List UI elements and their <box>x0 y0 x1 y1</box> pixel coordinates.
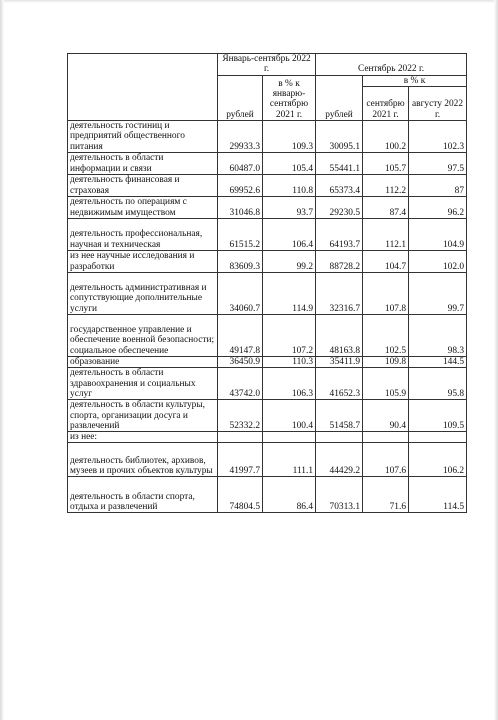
row-label: деятельность в области спорта, отдыха и развлечений <box>68 477 218 513</box>
cell-rubles-sep: 55441.1 <box>316 152 363 174</box>
cell-pct-aug: 104.9 <box>409 218 467 250</box>
cell-pct-sep: 100.2 <box>363 120 409 152</box>
cell-pct-aug: 102.0 <box>409 250 467 272</box>
cell-pct-sep: 107.6 <box>363 443 409 477</box>
cell-rubles-jan-sep: 69952.6 <box>218 174 263 196</box>
cell-pct-sep: 109.8 <box>363 356 409 367</box>
cell-pct-aug: 96.2 <box>409 196 467 218</box>
cell-pct-jan-sep <box>263 432 316 443</box>
cell-pct-aug: 114.5 <box>409 477 467 513</box>
cell-rubles-sep: 44429.2 <box>316 443 363 477</box>
cell-pct-aug: 97.5 <box>409 152 467 174</box>
header-pct-sep: сентябрю 2021 г. <box>363 86 409 120</box>
cell-rubles-jan-sep: 34060.7 <box>218 272 263 314</box>
cell-pct-jan-sep: 111.1 <box>263 443 316 477</box>
table-row <box>68 218 467 250</box>
table-row <box>68 152 467 174</box>
cell-pct-sep: 112.2 <box>363 174 409 196</box>
cell-pct-aug <box>409 432 467 443</box>
row-label: из нее: <box>68 432 218 443</box>
cell-pct-aug: 109.5 <box>409 400 467 432</box>
cell-pct-jan-sep: 106.3 <box>263 368 316 400</box>
cell-pct-sep: 105.7 <box>363 152 409 174</box>
page-shadow-left <box>0 0 4 720</box>
header-empty-cell <box>68 54 218 121</box>
cell-pct-jan-sep: 110.3 <box>263 356 316 367</box>
cell-pct-jan-sep: 86.4 <box>263 477 316 513</box>
cell-pct-aug: 87 <box>409 174 467 196</box>
cell-rubles-jan-sep: 43742.0 <box>218 368 263 400</box>
table-row <box>68 356 467 367</box>
cell-pct-sep: 102.5 <box>363 314 409 356</box>
cell-pct-jan-sep: 93.7 <box>263 196 316 218</box>
cell-pct-sep: 112.1 <box>363 218 409 250</box>
cell-rubles-sep: 64193.7 <box>316 218 363 250</box>
page-edge <box>0 0 498 3</box>
table-row <box>68 477 467 513</box>
cell-rubles-jan-sep: 52332.2 <box>218 400 263 432</box>
table-row <box>68 368 467 400</box>
row-label: образование <box>68 356 218 367</box>
cell-pct-aug: 144.5 <box>409 356 467 367</box>
table-row <box>68 432 467 443</box>
cell-pct-jan-sep: 107.2 <box>263 314 316 356</box>
cell-pct-jan-sep: 99.2 <box>263 250 316 272</box>
cell-pct-sep: 107.8 <box>363 272 409 314</box>
page-shadow-right <box>494 0 498 720</box>
row-label: деятельность в области культуры, спорта, организации досуга и развлечений <box>68 400 218 432</box>
row-label: из нее научные исследования и разработки <box>68 250 218 272</box>
cell-pct-sep: 104.7 <box>363 250 409 272</box>
header-pct-aug: августу 2022 г. <box>409 86 467 120</box>
table-row <box>68 250 467 272</box>
cell-rubles-jan-sep: 29933.3 <box>218 120 263 152</box>
cell-rubles-sep: 65373.4 <box>316 174 363 196</box>
cell-rubles-jan-sep <box>218 432 263 443</box>
row-label: деятельность в области здравоохранения и социальных услуг <box>68 368 218 400</box>
cell-rubles-jan-sep: 49147.8 <box>218 314 263 356</box>
cell-rubles-sep: 88728.2 <box>316 250 363 272</box>
cell-pct-aug: 98.3 <box>409 314 467 356</box>
cell-pct-sep: 71.6 <box>363 477 409 513</box>
header-rubles: рублей <box>218 75 263 120</box>
cell-pct-sep <box>363 432 409 443</box>
header-pct-jan-sep: в % к январю-сентябрю 2021 г. <box>263 75 316 120</box>
row-label: деятельность профессиональная, научная и техническая <box>68 218 218 250</box>
row-label: деятельность гостиниц и предприятий общественного питания <box>68 120 218 152</box>
row-label: деятельность административная и сопутствующие дополнительные услуги <box>68 272 218 314</box>
cell-rubles-sep: 35411.9 <box>316 356 363 367</box>
cell-rubles-sep <box>316 432 363 443</box>
cell-rubles-sep: 48163.8 <box>316 314 363 356</box>
cell-rubles-sep: 70313.1 <box>316 477 363 513</box>
cell-pct-jan-sep: 110.8 <box>263 174 316 196</box>
cell-pct-sep: 87.4 <box>363 196 409 218</box>
table-row <box>68 314 467 356</box>
cell-rubles-sep: 32316.7 <box>316 272 363 314</box>
row-label: деятельность финансовая и страховая <box>68 174 218 196</box>
row-label: государственное управление и обеспечение военной безопасности; социальное обеспечение <box>68 314 218 356</box>
row-label: деятельность библиотек, архивов, музеев и прочих объектов культуры <box>68 443 218 477</box>
cell-rubles-sep: 30095.1 <box>316 120 363 152</box>
cell-rubles-jan-sep: 74804.5 <box>218 477 263 513</box>
cell-pct-jan-sep: 100.4 <box>263 400 316 432</box>
header-rubles-sep: рублей <box>316 75 363 120</box>
cell-pct-aug: 102.3 <box>409 120 467 152</box>
row-label: деятельность по операциям с недвижимым имуществом <box>68 196 218 218</box>
table-row <box>68 196 467 218</box>
cell-pct-jan-sep: 114.9 <box>263 272 316 314</box>
wage-table <box>67 53 467 513</box>
cell-rubles-jan-sep: 83609.3 <box>218 250 263 272</box>
cell-rubles-jan-sep: 60487.0 <box>218 152 263 174</box>
table-row <box>68 272 467 314</box>
cell-rubles-sep: 41652.3 <box>316 368 363 400</box>
table-row <box>68 174 467 196</box>
table-row <box>68 400 467 432</box>
row-label: деятельность в области информации и связи <box>68 152 218 174</box>
cell-pct-aug: 106.2 <box>409 443 467 477</box>
cell-rubles-sep: 51458.7 <box>316 400 363 432</box>
cell-pct-aug: 95.8 <box>409 368 467 400</box>
cell-rubles-jan-sep: 36450.9 <box>218 356 263 367</box>
cell-rubles-jan-sep: 31046.8 <box>218 196 263 218</box>
cell-pct-jan-sep: 109.3 <box>263 120 316 152</box>
cell-pct-aug: 99.7 <box>409 272 467 314</box>
header-pct: в % к <box>363 75 467 86</box>
cell-rubles-sep: 29230.5 <box>316 196 363 218</box>
cell-pct-jan-sep: 105.4 <box>263 152 316 174</box>
cell-pct-sep: 105.9 <box>363 368 409 400</box>
cell-pct-sep: 90.4 <box>363 400 409 432</box>
header-group-jan-sep: Январь-сентябрь 2022 г. <box>218 54 316 76</box>
table-row <box>68 120 467 152</box>
header-group-sep: Сентябрь 2022 г. <box>316 54 467 76</box>
cell-rubles-jan-sep: 41997.7 <box>218 443 263 477</box>
table-row <box>68 443 467 477</box>
header-row-groups <box>68 54 467 76</box>
cell-pct-jan-sep: 106.4 <box>263 218 316 250</box>
cell-rubles-jan-sep: 61515.2 <box>218 218 263 250</box>
